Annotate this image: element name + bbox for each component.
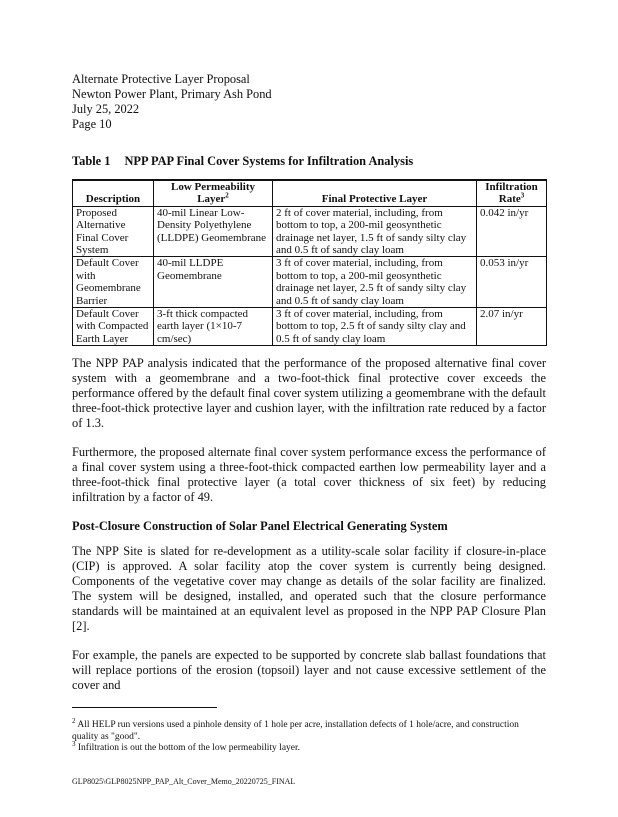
header-page: Page 10 [72, 117, 112, 131]
footnote: $^3$ Infiltration is out the bottom of the low permeability layer. [72, 740, 301, 754]
table-row [73, 206, 547, 257]
table-title [72, 154, 546, 169]
cell: 3 ft of cover material, including, from bottom to top, a 200-mil geosynthetic drainage net layer, 2.5 ft of sandy silty clay and 0.5 ft of sandy clay loam [273, 257, 477, 308]
cover-systems-table [72, 179, 547, 346]
paragraph: The NPP Site is slated for re-development as a utility-scale solar facility if closure-in-place (CIP) is approved. A solar facility atop the cover system is currently being designed. Components of the vegetative cover may change as details of the solar facility are finalized. The system will be designed, installed, and operated such that the closure performance standards will be maintained at an equivalent level as proposed in the NPP PAP Closure Plan [2]. [72, 544, 546, 634]
footnotes [72, 717, 532, 755]
cell: 40-mil Linear Low-Density Polyethylene (LLDPE) Geomembrane [154, 206, 273, 257]
cell: 0.042 in/yr [477, 206, 547, 257]
col-header: Low Permeability Layer$^2$ [154, 180, 273, 206]
letter-header [72, 72, 546, 132]
cell: Default Cover with Geomembrane Barrier [73, 257, 154, 308]
col-header: Infiltration Rate$^3$ [477, 180, 547, 206]
cell: 2 ft of cover material, including, from bottom to top, a 200-mil geosynthetic drainage net layer, 1.5 ft of sandy silty clay and 0.5 ft of sandy clay loam [273, 206, 477, 257]
table-label: Table 1 [72, 154, 111, 168]
table-row [73, 257, 547, 308]
header-title: Alternate Protective Layer Proposal [72, 72, 250, 86]
col-header: Description [73, 180, 154, 206]
col-header: Final Protective Layer [273, 180, 477, 206]
file-path-footer: GLP8025\GLP8025NPP_PAP_Alt_Cover_Memo_20220725_FINAL [72, 776, 296, 786]
table-caption: NPP PAP Final Cover Systems for Infiltration Analysis [124, 154, 414, 168]
cell: 3-ft thick compacted earth layer (1×10-7 cm/sec) [154, 308, 273, 346]
cell: 0.053 in/yr [477, 257, 547, 308]
header-date: July 25, 2022 [72, 102, 140, 116]
section-heading: Post-Closure Construction of Solar Panel Electrical Generating System [72, 519, 448, 534]
footnote: $^2$ All HELP run versions used a pinhole density of 1 hole per acre, installation defects of 1 hole/acre, and construction quality as "good". [72, 717, 519, 742]
cell: Proposed Alternative Final Cover System [73, 206, 154, 257]
cell: 2.07 in/yr [477, 308, 547, 346]
paragraph: The NPP PAP analysis indicated that the performance of the proposed alternative final cover system with a geomembrane and a two-foot-thick final protective cover exceeds the performance offered by the default final cover system utilizing a geomembrane with the default three-foot-thick protective layer and cushion layer, with the infiltration rate reduced by a factor of 1.3. [72, 356, 546, 431]
header-site: Newton Power Plant, Primary Ash Pond [72, 87, 272, 101]
table-row [73, 308, 547, 346]
paragraph: For example, the panels are expected to be supported by concrete slab ballast foundations that will replace portions of the erosion (topsoil) layer and not cause excessive settlement of the cover and [72, 648, 546, 693]
paragraph: Furthermore, the proposed alternate final cover system performance excess the performance of a final cover system using a three-foot-thick compacted earthen low permeability layer and a three-foot-thick final protective layer (a total cover thickness of six feet) by reducing infiltration by a factor of 49. [72, 445, 546, 505]
footnote-divider [72, 707, 217, 708]
cell: 3 ft of cover material, including, from bottom to top, 2.5 ft of sandy silty clay and 0.5 ft of sandy clay loam [273, 308, 477, 346]
cell: 40-mil LLDPE Geomembrane [154, 257, 273, 308]
cell: Default Cover with Compacted Earth Layer [73, 308, 154, 346]
